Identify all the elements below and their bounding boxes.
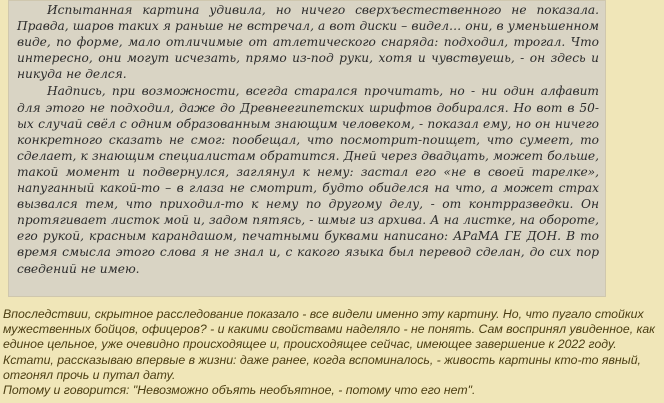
author-commentary — [3, 307, 661, 398]
scanned-book-page — [8, 0, 606, 297]
commentary-paragraph: Впоследствии, скрытное расследование показало - все видели именно эту картину. Но, что пугало стойких мужественных бойцов, офицеров? - и какими свойствами наделяло - не понять. Сам воспринял увиденное, как единое цельное, уже очевидно происходящее и, происходящее сейчас, имеющее завершение к 2022 году. Кстати, рассказываю впервые в жизни: даже ранее, когда вспоминалось, - живость картины кто-то явный, отгонял прочь и путал дату. — [3, 307, 655, 382]
book-paragraph-1: Испытанная картина удивила, но ничего сверхъестественного не показала. Правда, шаров таких я раньше не встречал, а вот диски – видел… они, в уменьшенном виде, по форме, мало отличимые от атлетического снаряда: подходил, трогал. Что интересно, они могут исчезать, прямо из-под руки, хотя и чувствуешь, - он здесь и никуда не делся. — [17, 3, 599, 82]
book-paragraph-2: Надпись, при возможности, всегда старался прочитать, но - ни один алфавит для этого не подходил, даже до Древнеегипетских шрифтов добирался. Но вот в 50-ых случай свёл с одним образованным знающим человеком, - показал ему, но он ничего конкретного сказать не смог: пообещал, что посмотрит-поищет, что сумеет, то сделает, к знающим специалистам обратится. Дней через двадцать, может больше, такой момент и подвернулся, заглянул к нему: застал его «не в своей тарелке», напуганный какой-то – в глаза не смотрит, будто обиделся на что, а может страх вызвался тем, что приходил-то к нему по другому делу, - от контрразведки. Он протягивает листок мой и, задом пятясь, - шмыг из архива. А на листке, на обороте, его рукой, красным карандашом, печатными буквами написано: АРаМА ГЕ ДОН. В то время смысла этого слова я не знал и, с какого языка был перевод сделан, до сих пор сведений не имею. — [17, 84, 599, 276]
commentary-closing-line: Потому и говорится: "Невозможно объять необъятное, - потому что его нет". — [3, 383, 476, 398]
